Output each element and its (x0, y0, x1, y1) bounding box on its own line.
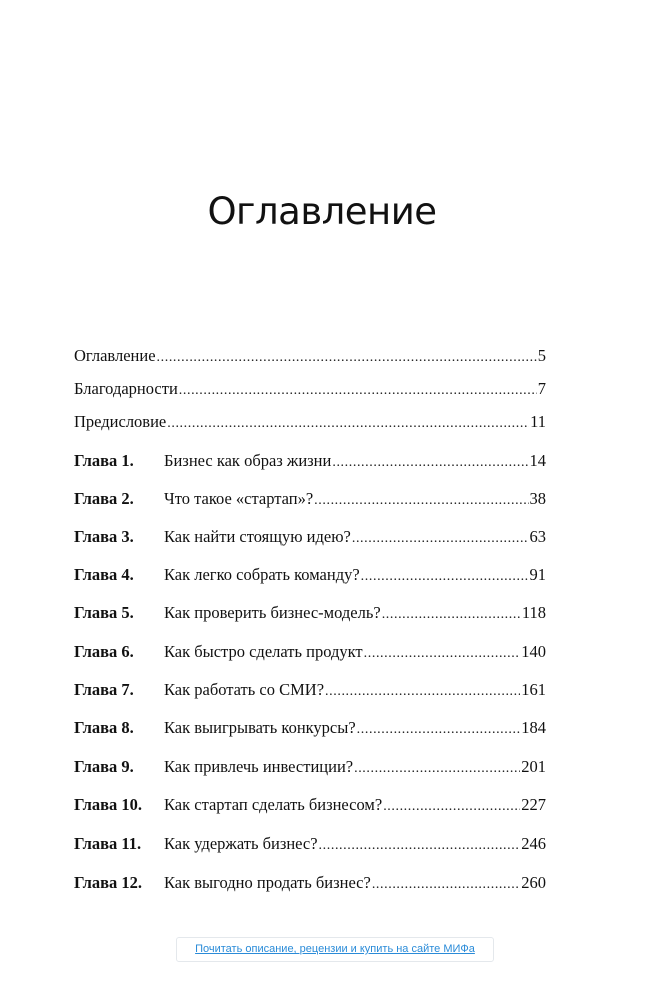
toc-chapter-label: Глава 7. (74, 680, 134, 699)
toc-leader-dots (361, 563, 529, 589)
toc-chapter-label: Глава 5. (74, 603, 134, 622)
toc-chapter-entry (74, 832, 546, 856)
toc-leader-dots (325, 678, 520, 704)
toc-entry-title: Бизнес как образ жизни (164, 451, 332, 470)
toc-page-number: 161 (521, 680, 546, 699)
page-title: Оглавление (207, 190, 437, 233)
toc-entry-title: Что такое «стартап»? (164, 489, 314, 508)
toc-entry-title: Как найти стоящую идею? (164, 527, 351, 546)
toc-leader-dots (157, 344, 537, 370)
toc-entry-title: Как работать со СМИ? (164, 680, 325, 699)
toc-entry-title: Как легко собрать команду? (164, 565, 360, 584)
toc-leader-dots (314, 487, 528, 513)
toc-leader-dots (352, 525, 529, 551)
toc-entry-title: Благодарности (74, 379, 178, 398)
toc-entry-title: Оглавление (74, 346, 156, 365)
store-link[interactable]: Почитать описание, рецензии и купить на сайте МИФа (176, 937, 494, 962)
toc-chapter-label: Глава 1. (74, 451, 134, 470)
toc-entry-title: Как проверить бизнес-модель? (164, 603, 381, 622)
toc-chapter-label: Глава 11. (74, 834, 142, 853)
toc-entry-title: Как стартап сделать бизнесом? (164, 795, 383, 814)
toc-chapter-entry (74, 678, 546, 702)
toc-chapter-label: Глава 4. (74, 565, 134, 584)
toc-chapter-entry (74, 449, 546, 473)
toc-entry-title: Предисловие (74, 412, 167, 431)
toc-chapter-label: Глава 12. (74, 873, 143, 892)
toc-page-number: 11 (530, 412, 546, 431)
toc-page-number: 14 (529, 451, 546, 470)
toc-page-number: 227 (521, 795, 546, 814)
toc-page-number: 7 (537, 379, 546, 398)
toc-chapter-entry (74, 601, 546, 625)
toc-leader-dots (332, 449, 528, 475)
toc-entry-title: Как привлечь инвестиции? (164, 757, 354, 776)
toc-page-number: 91 (529, 565, 546, 584)
toc-chapter-label: Глава 8. (74, 718, 134, 737)
toc-leader-dots (382, 601, 521, 627)
toc-page-number: 260 (521, 873, 546, 892)
toc-page-number: 63 (529, 527, 546, 546)
toc-leader-dots (354, 755, 520, 781)
toc-leader-dots (319, 832, 521, 858)
toc-chapter-entry (74, 563, 546, 587)
toc-leader-dots (179, 377, 537, 403)
toc-page-number: 140 (521, 642, 546, 661)
toc-entry (74, 377, 546, 401)
toc-page-number: 184 (521, 718, 546, 737)
toc-page-number: 246 (521, 834, 546, 853)
toc-leader-dots (372, 871, 520, 897)
toc-page-number: 201 (521, 757, 546, 776)
toc-chapter-entry (74, 525, 546, 549)
toc-chapter-entry (74, 755, 546, 779)
toc-page-number: 38 (529, 489, 546, 508)
toc-leader-dots (364, 640, 521, 666)
toc-entry (74, 410, 546, 434)
toc-entry-title: Как удержать бизнес? (164, 834, 318, 853)
toc-page-number: 118 (521, 603, 546, 622)
toc-leader-dots (357, 716, 521, 742)
toc-leader-dots (167, 410, 529, 436)
toc-entry-title: Как выигрывать конкурсы? (164, 718, 356, 737)
toc-chapter-entry (74, 487, 546, 511)
toc-chapter-label: Глава 6. (74, 642, 134, 661)
toc-chapter-entry (74, 871, 546, 895)
toc-entry (74, 344, 546, 368)
toc-chapter-label: Глава 2. (74, 489, 134, 508)
toc-entry-title: Как быстро сделать продукт (164, 642, 363, 661)
toc-page-number: 5 (537, 346, 546, 365)
toc-chapter-label: Глава 10. (74, 795, 143, 814)
toc-chapter-entry (74, 716, 546, 740)
toc-chapter-label: Глава 9. (74, 757, 134, 776)
toc-entry-title: Как выгодно продать бизнес? (164, 873, 371, 892)
toc-leader-dots (383, 793, 520, 819)
toc-chapter-entry (74, 793, 546, 817)
toc-chapter-entry (74, 640, 546, 664)
toc-chapter-label: Глава 3. (74, 527, 134, 546)
